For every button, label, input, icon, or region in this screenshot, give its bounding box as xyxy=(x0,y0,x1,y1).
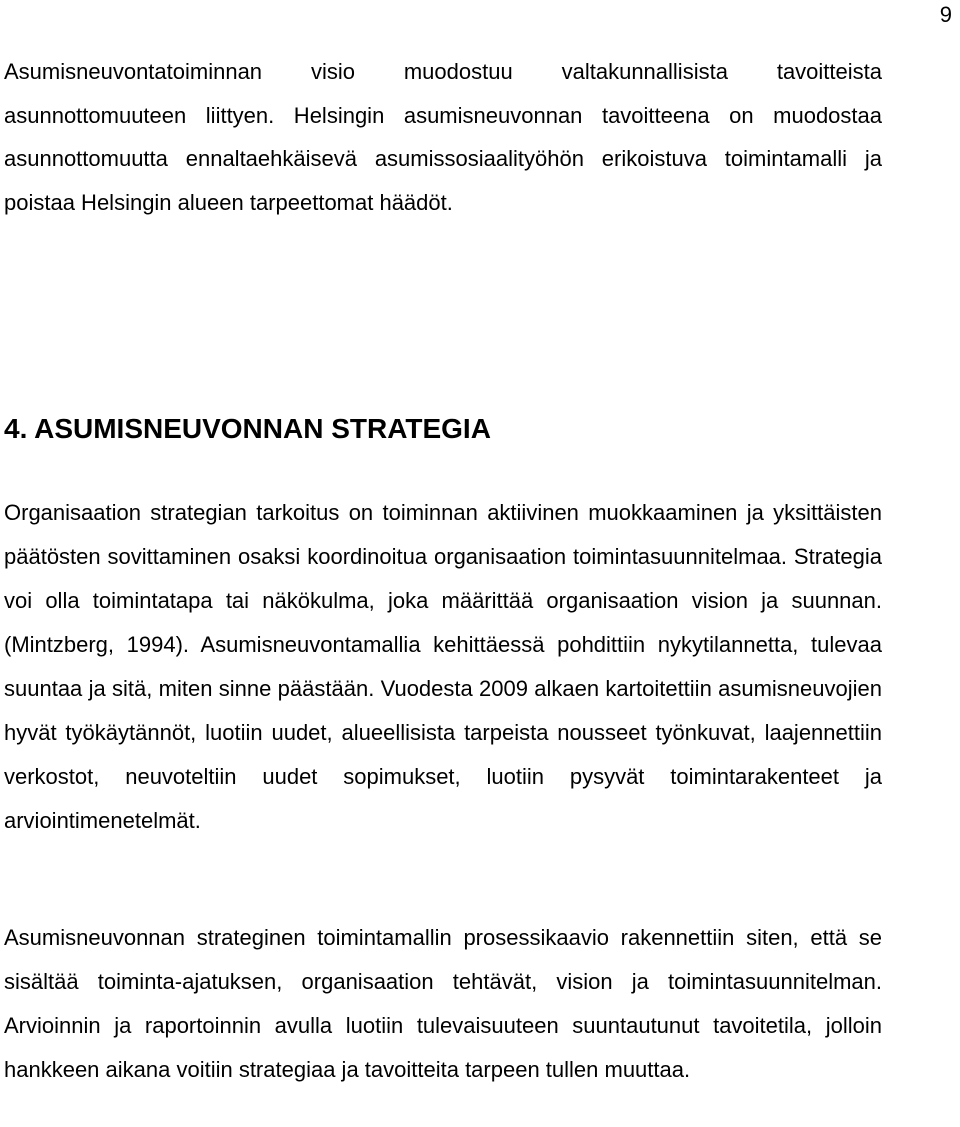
page-number: 9 xyxy=(939,2,952,27)
intro-paragraph: Asumisneuvontatoiminnan visio muodostuu valtakunnallisista tavoitteista asunnottomuuteen liittyen. Helsingin asumisneuvonnan tavoitteena on muodostaa asunnottomuutta ennaltaehkäisevä asumissosiaalityöhön erikoistuva toimintamalli ja poistaa Helsingin alueen tarpeettomat häädöt. xyxy=(4,59,882,215)
strategy-paragraph: Organisaation strategian tarkoitus on toiminnan aktiivinen muokkaaminen ja yksittäisten päätösten sovittaminen osaksi koordinoitua organisaation toimintasuunnitelmaa. Strategia voi olla toimintatapa tai näkökulma, joka määrittää organisaation vision ja suunnan. (Mintzberg, 1994). Asumisneuvontamallia kehittäessä pohdittiin nykytilannetta, tulevaa suuntaa ja sitä, miten sinne päästään. Vuodesta 2009 alkaen kartoitettiin asumisneuvojien hyvät työkäytännöt, luotiin uudet, alueellisista tarpeista nousseet työnkuvat, laajennettiin verkostot, neuvoteltiin uudet sopimukset, luotiin pysyvät toimintarakenteet ja arviointimenetelmät. xyxy=(4,500,882,833)
process-paragraph: Asumisneuvonnan strateginen toimintamallin prosessikaavio rakennettiin siten, että se sisältää toiminta-ajatuksen, organisaation tehtävät, vision ja toimintasuunnitelman. Arvioinnin ja raportoinnin avulla luotiin tulevaisuuteen suuntautunut tavoitetila, jolloin hankkeen aikana voitiin strategiaa ja tavoitteita tarpeen tullen muuttaa. xyxy=(4,925,882,1082)
section-heading: 4. ASUMISNEUVONNAN STRATEGIA xyxy=(4,413,491,444)
